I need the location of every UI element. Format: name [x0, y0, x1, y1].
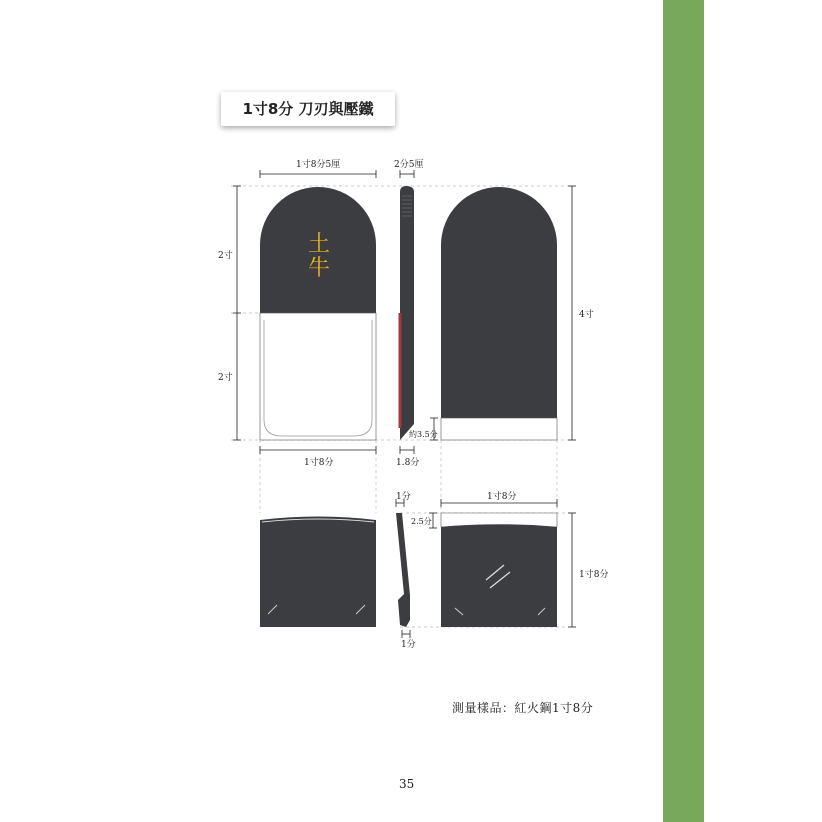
maker-mark: [304, 233, 334, 281]
dim-lower-height: 2寸: [218, 373, 233, 383]
dim-total-height: 4寸: [579, 310, 594, 320]
blade-front-view: [260, 187, 376, 440]
cap-iron-front-view: [260, 517, 376, 628]
page-number: 35: [399, 777, 415, 791]
section-title: 1寸8分 刀刃與壓鐵: [242, 100, 374, 118]
dim-cap-thickness-bottom: 1分: [401, 640, 416, 650]
maker-mark-line1: 土: [307, 232, 330, 257]
dim-bevel: 約3.5分: [409, 430, 438, 439]
dim-blade-width: 1寸8分: [304, 458, 334, 468]
dim-cap-height: 1寸8分: [579, 570, 609, 580]
blade-side-view: [400, 186, 414, 440]
dim-blade-thickness: 1.8分: [396, 458, 420, 468]
cap-iron-side-view: [396, 513, 410, 627]
blade-back-view: [441, 187, 557, 440]
cap-iron-back-view: [441, 513, 557, 627]
dim-upper-height: 2寸: [218, 251, 233, 261]
sample-caption: 測量樣品：紅火鋼1寸8分: [452, 701, 594, 715]
dim-cap-width: 1寸8分: [487, 492, 517, 502]
maker-mark-line2: 牛: [307, 256, 330, 281]
dim-thickness-top: 2分5厘: [394, 160, 424, 170]
dim-top-width: 1寸8分5厘: [296, 160, 341, 170]
dim-cap-thickness-top: 1分: [396, 492, 411, 502]
dim-cap-bevel: 2.5分: [411, 517, 432, 526]
